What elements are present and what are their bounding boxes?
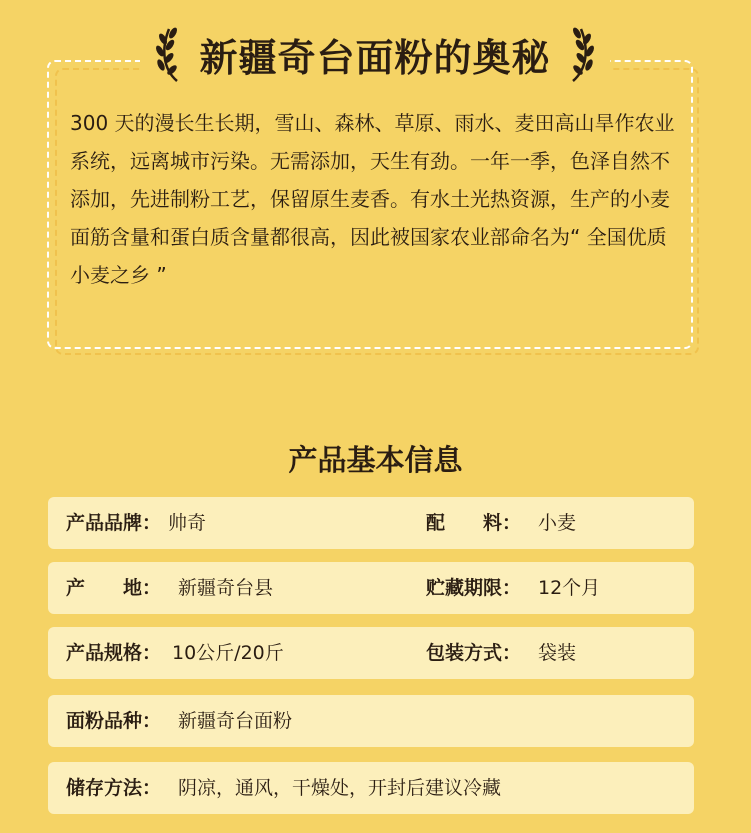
info-value: 12个月 bbox=[538, 577, 601, 599]
info-value: 阴凉，通风，干燥处，开封后建议冷藏 bbox=[178, 777, 502, 799]
info-label: 产品品牌： bbox=[66, 512, 162, 534]
secret-description: 300 天的漫长生长期，雪山、森林、草原、雨水、麦田高山旱作农业系统，远离城市污染。无需添加，天生有劲。一年一季，色泽自然不添加，先进制粉工艺，保留原生麦香。有水土光热资源，生产的小麦面筋含量和蛋白质含量都很高，因此被国家农业部命名为“ 全国优质小麦之乡 ” bbox=[70, 111, 675, 287]
info-label: 面粉品种： bbox=[66, 710, 162, 732]
wheat-left-icon bbox=[155, 25, 185, 83]
info-label: 配 料： bbox=[426, 512, 522, 534]
wheat-right-icon bbox=[565, 25, 595, 83]
info-row-origin bbox=[48, 562, 694, 614]
info-label: 包装方式： bbox=[426, 642, 522, 664]
info-row-brand bbox=[48, 497, 694, 549]
info-row-variety bbox=[48, 695, 694, 747]
info-value: 10公斤/20斤 bbox=[172, 642, 284, 664]
info-value: 帅奇 bbox=[168, 512, 207, 534]
info-row-storage bbox=[48, 762, 694, 814]
secret-title-banner bbox=[140, 22, 610, 86]
info-label: 产品规格： bbox=[66, 642, 162, 664]
info-value: 新疆奇台面粉 bbox=[178, 710, 293, 732]
info-value: 袋装 bbox=[538, 642, 577, 664]
info-value: 新疆奇台县 bbox=[178, 577, 274, 599]
info-label: 储存方法： bbox=[66, 777, 162, 799]
info-value: 小麦 bbox=[538, 512, 577, 534]
secret-title: 新疆奇台面粉的奥秘 bbox=[199, 35, 551, 80]
info-row-spec bbox=[48, 627, 694, 679]
info-label: 产 地： bbox=[66, 577, 162, 599]
info-section-title: 产品基本信息 bbox=[288, 443, 463, 477]
info-label: 贮藏期限： bbox=[426, 577, 522, 599]
